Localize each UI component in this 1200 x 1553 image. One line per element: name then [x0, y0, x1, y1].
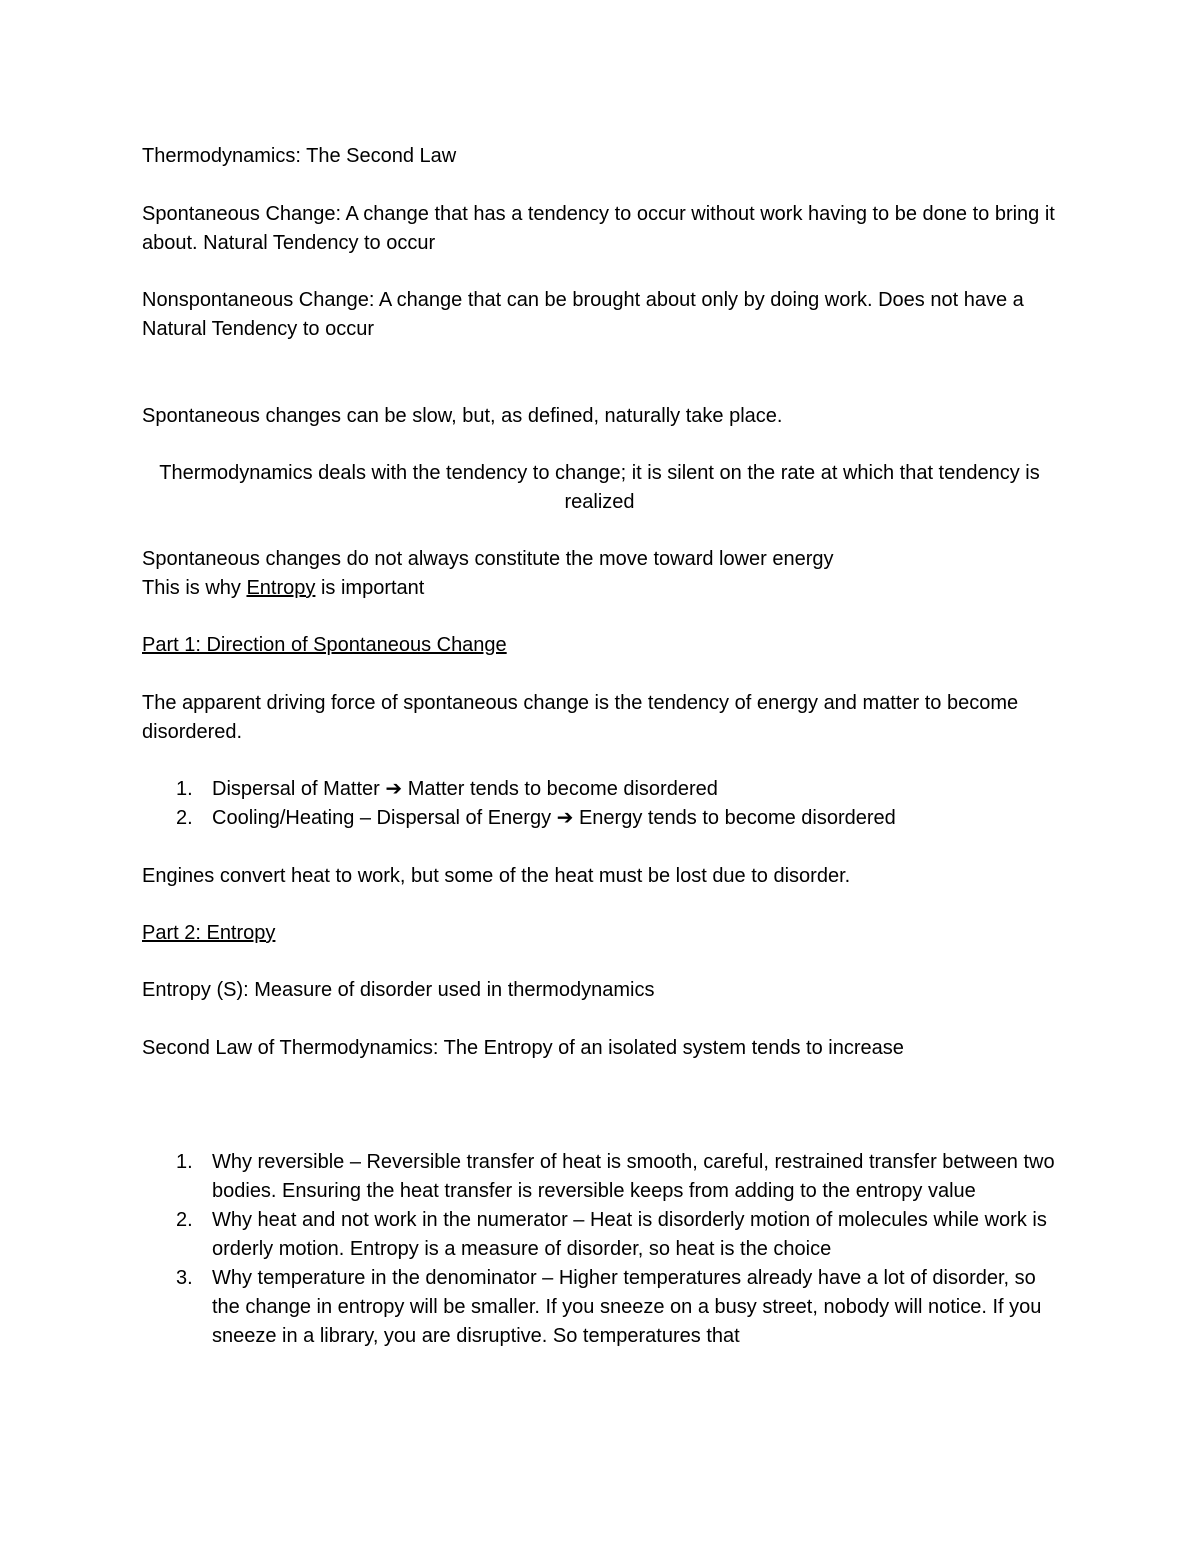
list-item-text: Cooling/Heating – Dispersal of Energy ➔ Energy tends to become disordered: [212, 807, 896, 829]
list-item-number: 2.: [176, 1209, 193, 1231]
engines-note: Engines convert heat to work, but some of the heat must be lost due to disorder.: [142, 865, 851, 887]
list-item-number: 3.: [176, 1267, 193, 1289]
list-item-text: Dispersal of Matter ➔ Matter tends to become disordered: [212, 778, 718, 800]
list-item-number: 1.: [176, 1151, 193, 1173]
thermodynamics-rate-note: Thermodynamics deals with the tendency to change; it is silent on the rate at which that tendency is realized: [159, 462, 1040, 513]
list-item: [142, 1148, 1062, 1206]
list-item-text: Why heat and not work in the numerator – Heat is disorderly motion of molecules while work is orderly motion. Entropy is a measure of disorder, so heat is the choice: [212, 1209, 1047, 1260]
list-item-text: Why temperature in the denominator – Higher temperatures already have a lot of disorder, so the change in entropy will be smaller. If you sneeze on a busy street, nobody will notice. If you sneeze in a library, you are disruptive. So temperatures that: [212, 1267, 1042, 1347]
slow-change-note: Spontaneous changes can be slow, but, as defined, naturally take place.: [142, 405, 783, 427]
entropy-line-suffix: is important: [315, 577, 425, 599]
lower-energy-note: Spontaneous changes do not always constitute the move toward lower energy: [142, 548, 834, 570]
list-item: [142, 775, 1062, 804]
second-law-statement: Second Law of Thermodynamics: The Entropy of an isolated system tends to increase: [142, 1037, 904, 1059]
entropy-line-prefix: This is why: [142, 577, 247, 599]
page-title: Thermodynamics: The Second Law: [142, 145, 457, 167]
list-item: [142, 1264, 1062, 1351]
part2-heading: Part 2: Entropy: [142, 922, 276, 944]
part1-heading: Part 1: Direction of Spontaneous Change: [142, 634, 507, 656]
list-item-number: 1.: [176, 778, 193, 800]
entropy-definition: Entropy (S): Measure of disorder used in thermodynamics: [142, 979, 655, 1001]
entropy-term: Entropy: [246, 577, 316, 599]
list-item-number: 2.: [176, 807, 193, 829]
list-item: [142, 1206, 1062, 1264]
list-item-text: Why reversible – Reversible transfer of heat is smooth, careful, restrained transfer between two bodies. Ensuring the heat transfer is reversible keeps from adding to the entropy value: [212, 1151, 1055, 1202]
list-item: [142, 804, 1062, 833]
part1-list: [142, 775, 1062, 833]
part1-intro: The apparent driving force of spontaneous change is the tendency of energy and matter to become disordered.: [142, 692, 1019, 743]
spontaneous-change-definition: Spontaneous Change: A change that has a tendency to occur without work having to be done to bring it about. Natural Tendency to occur: [142, 203, 1055, 254]
entropy-importance-line: [142, 574, 1057, 603]
nonspontaneous-change-definition: Nonspontaneous Change: A change that can be brought about only by doing work. Does not have a Natural Tendency to occur: [142, 289, 1024, 340]
part2-list: [142, 1148, 1062, 1351]
